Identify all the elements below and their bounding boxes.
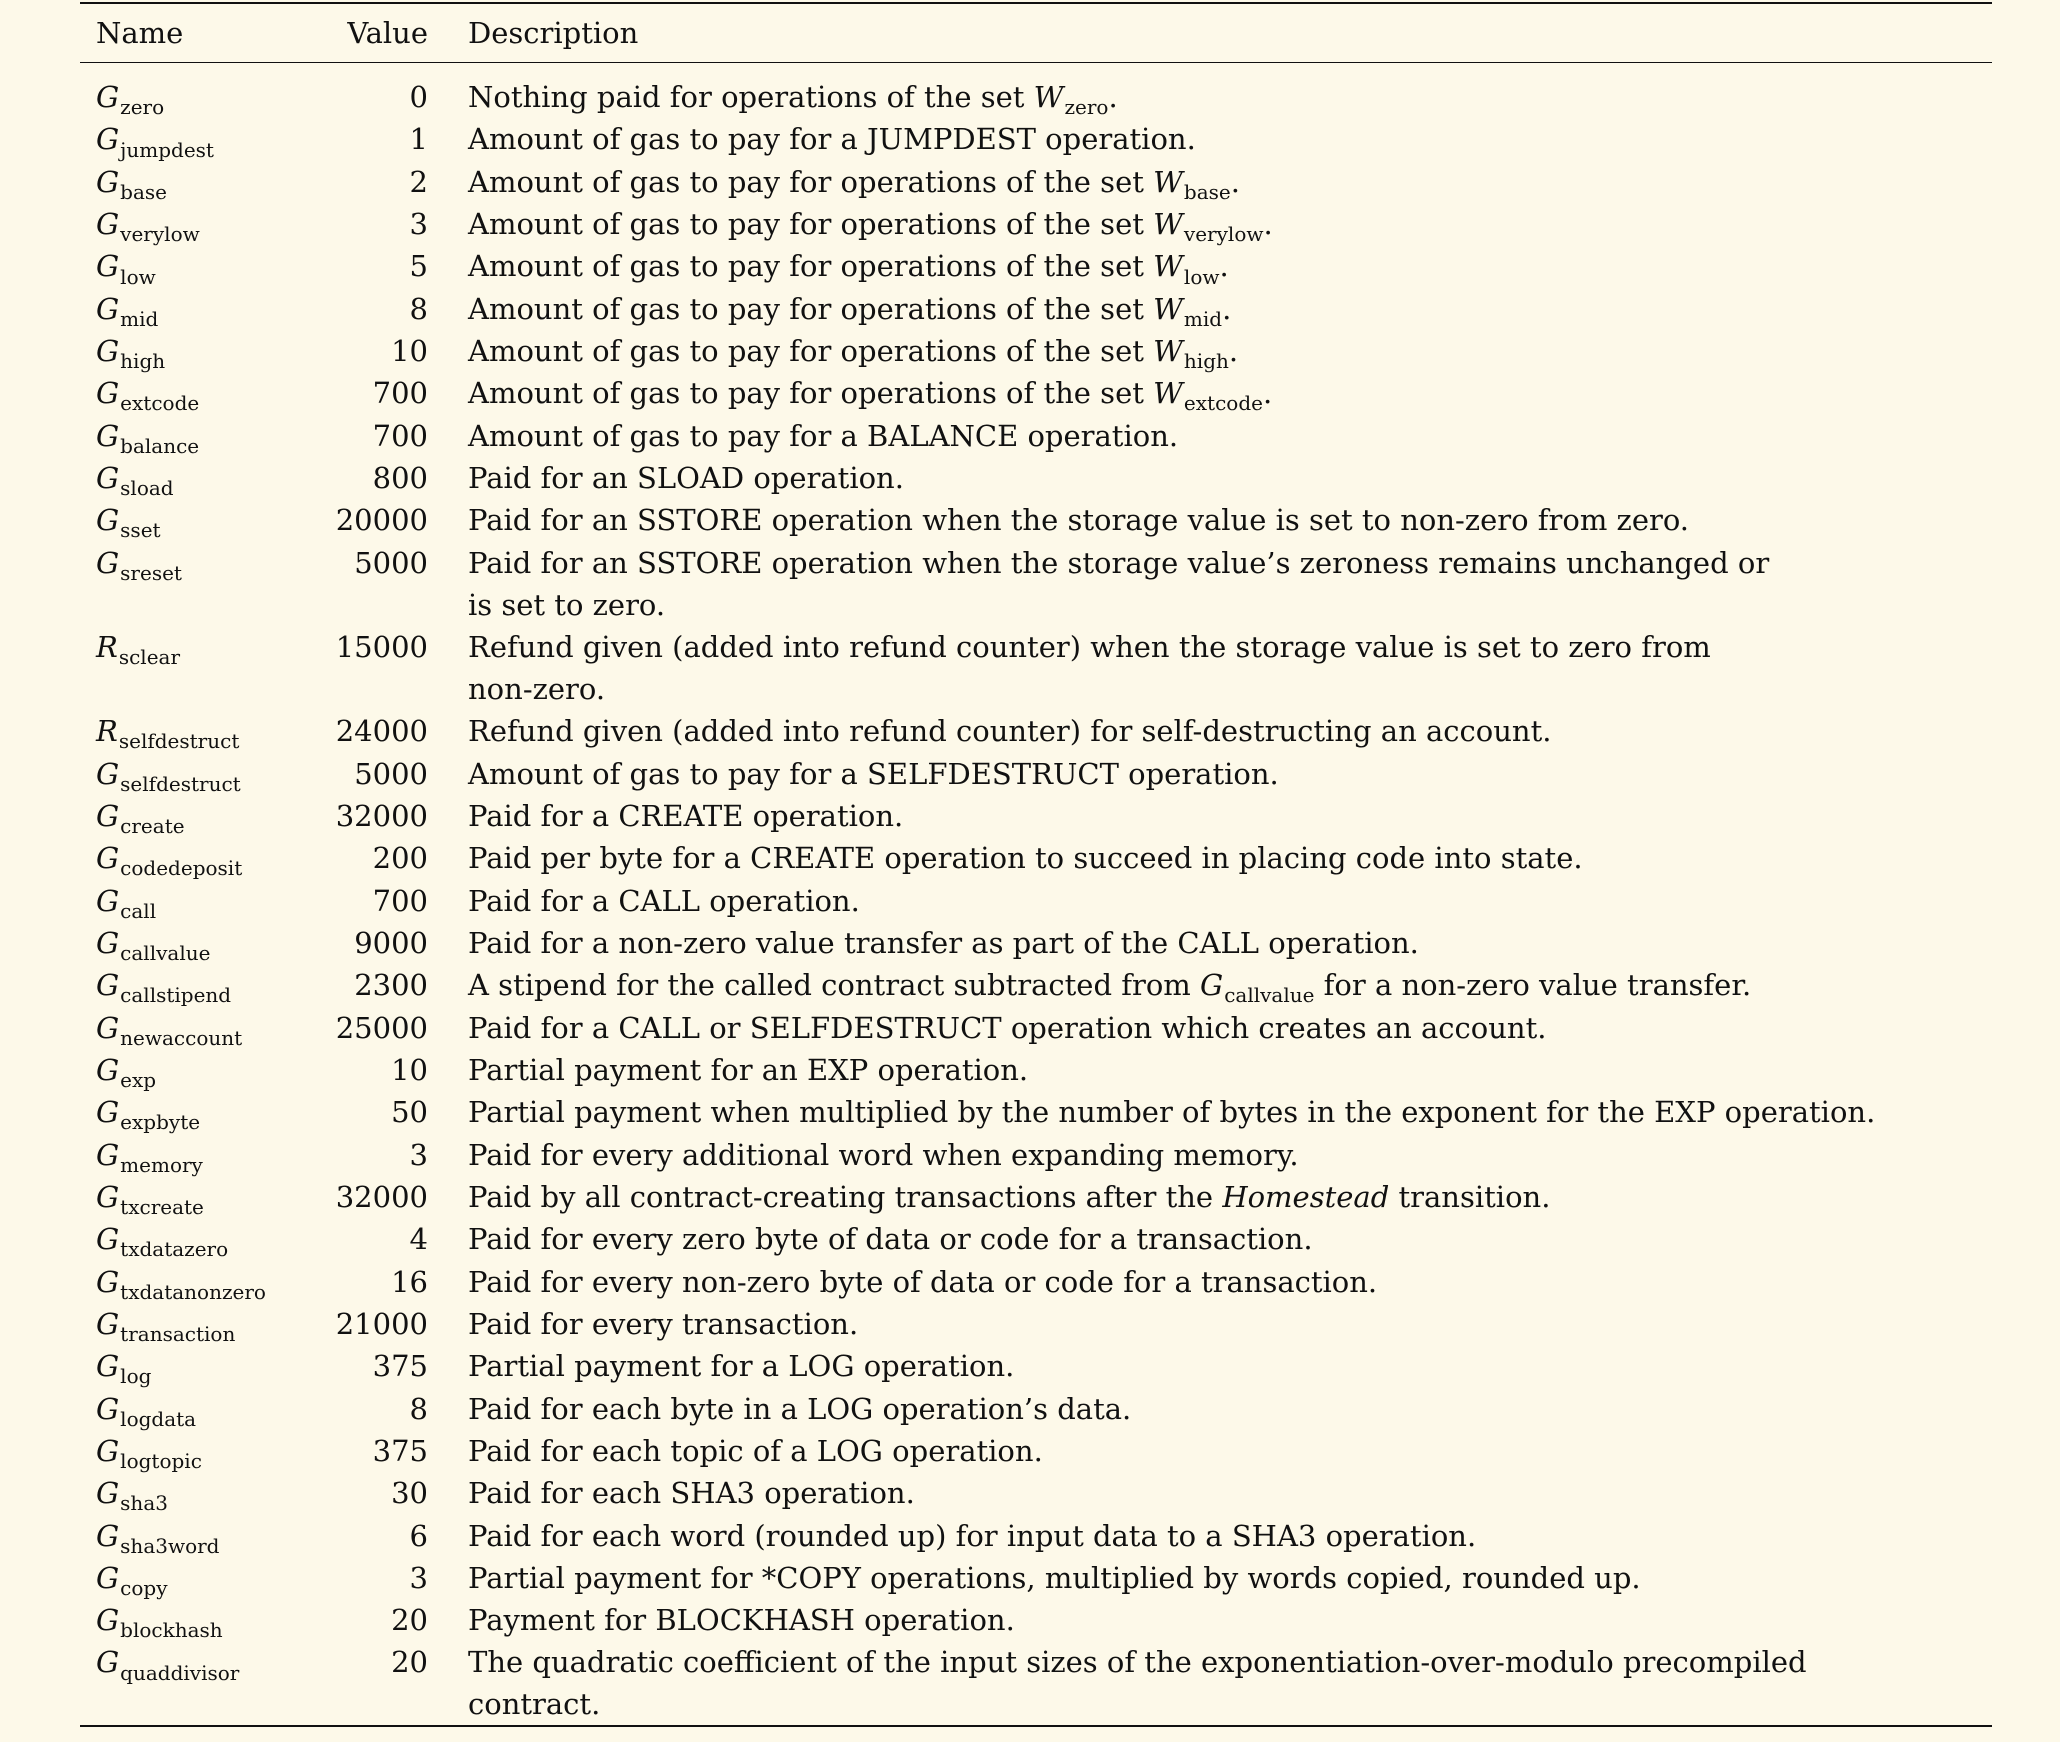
description-text: Amount of gas to pay for operations of the set (468, 333, 1154, 368)
parameter-symbol: G (96, 1306, 120, 1341)
description-line (468, 118, 1992, 160)
description-text: Paid for an SSTORE operation when the storage value’s zeroness remains unchanged or (468, 545, 1770, 580)
parameter-description (468, 626, 1992, 710)
parameter-value: 0 (409, 80, 428, 114)
header-description: Description (468, 16, 639, 50)
table-row (80, 161, 1992, 203)
parameter-description (468, 837, 1992, 879)
description-line (468, 795, 1992, 837)
description-text: Paid for every additional word when expanding memory. (468, 1137, 1299, 1172)
description-line (468, 1091, 1992, 1133)
parameter-value: 21000 (335, 1306, 428, 1341)
parameter-subscript: call (120, 898, 157, 923)
description-text: Amount of gas to pay for a JUMPDEST operation. (468, 122, 1196, 157)
parameter-description (468, 499, 1992, 541)
inline-math-symbol (1033, 80, 1109, 120)
description-line (468, 457, 1992, 499)
description-line (468, 1515, 1992, 1557)
table-row (80, 76, 1992, 118)
description-text: A stipend for the called contract subtracted from (468, 968, 1201, 1003)
description-line (468, 668, 1992, 710)
parameter-symbol: G (96, 1052, 120, 1087)
parameter-subscript: balance (120, 433, 200, 458)
description-text: . (1228, 333, 1239, 368)
parameter-description (468, 118, 1992, 160)
parameter-value: 5000 (354, 756, 428, 791)
parameter-description (468, 457, 1992, 499)
description-text: Amount of gas to pay for operations of the set (468, 164, 1154, 199)
parameter-symbol: G (96, 249, 120, 284)
parameter-symbol: G (96, 925, 120, 960)
description-text: Refund given (added into refund counter) for self-destructing an account. (468, 714, 1552, 749)
description-text: Payment for BLOCKHASH operation. (468, 1603, 1015, 1638)
parameter-description (468, 1599, 1992, 1641)
description-text: Paid by all contract-creating transactions after the (468, 1179, 1223, 1214)
parameter-subscript: quaddivisor (120, 1660, 240, 1685)
parameter-description (468, 1049, 1992, 1091)
parameter-subscript: codedeposit (120, 856, 243, 881)
description-line (468, 1557, 1992, 1599)
parameter-subscript: verylow (120, 222, 200, 247)
description-line (468, 837, 1992, 879)
description-line (468, 1007, 1992, 1049)
math-subscript: high (1183, 349, 1229, 374)
description-text: for a non-zero value transfer. (1314, 968, 1752, 1003)
parameter-symbol: G (96, 122, 120, 157)
parameter-symbol: G (96, 798, 120, 833)
parameter-symbol: G (96, 883, 120, 918)
description-text: non-zero. (468, 671, 606, 706)
parameter-subscript: logdata (120, 1406, 197, 1431)
table-body (80, 76, 1992, 1726)
description-text: Amount of gas to pay for operations of the set (468, 249, 1154, 284)
table-row (80, 1515, 1992, 1557)
parameter-symbol: G (96, 1137, 120, 1172)
parameter-subscript: txcreate (120, 1195, 204, 1220)
description-line (468, 710, 1992, 752)
parameter-description (468, 1134, 1992, 1176)
parameter-description (468, 1218, 1992, 1260)
parameter-symbol: G (96, 1264, 120, 1299)
table-row (80, 1472, 1992, 1514)
inline-math-symbol (1200, 968, 1315, 1008)
table-bottom-rule (80, 1725, 1992, 1727)
description-text: transition. (1389, 1179, 1551, 1214)
parameter-description (468, 1388, 1992, 1430)
parameter-description (468, 795, 1992, 837)
description-text: Paid per byte for a CREATE operation to succeed in placing code into state. (468, 841, 1583, 876)
parameter-value: 6 (409, 1518, 428, 1553)
parameter-name (96, 1641, 239, 1693)
parameter-description (468, 1345, 1992, 1387)
header-name: Name (96, 16, 184, 50)
parameter-subscript: txdatazero (120, 1237, 229, 1262)
parameter-value: 20000 (335, 503, 428, 538)
description-line (468, 1303, 1992, 1345)
parameter-value: 8 (409, 291, 428, 326)
description-text: Partial payment for an EXP operation. (468, 1052, 1029, 1087)
table-row (80, 457, 1992, 499)
parameter-description (468, 1091, 1992, 1133)
parameter-value: 2300 (354, 968, 428, 1003)
table-row (80, 1007, 1992, 1049)
parameter-description (468, 1303, 1992, 1345)
parameter-value: 700 (372, 418, 428, 453)
parameter-subscript: exp (120, 1068, 157, 1093)
parameter-value: 50 (391, 1095, 428, 1130)
parameter-symbol: G (96, 376, 120, 411)
description-text: contract. (468, 1687, 601, 1722)
parameter-value: 9000 (354, 925, 428, 960)
description-text: . (1262, 376, 1273, 411)
parameter-subscript: create (120, 814, 185, 839)
parameter-subscript: sload (120, 476, 174, 501)
description-text: Amount of gas to pay for operations of the set (468, 206, 1154, 241)
math-symbol: W (1153, 376, 1183, 411)
parameter-subscript: newaccount (120, 1025, 243, 1050)
parameter-description (468, 1007, 1992, 1049)
table-row (80, 753, 1992, 795)
math-subscript: extcode (1183, 391, 1263, 416)
table-header-rule (80, 62, 1992, 63)
description-line (468, 1430, 1992, 1472)
math-subscript: low (1183, 264, 1220, 289)
parameter-symbol: G (96, 1645, 120, 1680)
table-row (80, 330, 1992, 372)
parameter-value: 30 (391, 1476, 428, 1511)
parameter-symbol: G (96, 1095, 120, 1130)
parameter-value: 2 (409, 164, 428, 199)
parameter-symbol: R (96, 714, 118, 749)
description-line (468, 1599, 1992, 1641)
description-line (468, 1388, 1992, 1430)
table-row (80, 795, 1992, 837)
parameter-value: 200 (372, 841, 428, 876)
description-line (468, 1261, 1992, 1303)
parameter-symbol: G (96, 1476, 120, 1511)
description-text: Paid for an SSTORE operation when the storage value is set to non-zero from zero. (468, 503, 1690, 538)
description-text: . (1219, 249, 1229, 284)
parameter-symbol: G (96, 418, 120, 453)
table-row (80, 1261, 1992, 1303)
parameter-name (96, 542, 182, 594)
parameter-subscript: expbyte (120, 1110, 201, 1135)
description-line (468, 1218, 1992, 1260)
table-row (80, 245, 1992, 287)
description-line (468, 584, 1992, 626)
header-value: Value (347, 16, 428, 50)
parameter-subscript: high (120, 349, 166, 374)
parameter-subscript: sreset (120, 560, 182, 585)
description-text: Paid for each SHA3 operation. (468, 1476, 915, 1511)
table-row (80, 542, 1992, 626)
inline-math-symbol (1153, 333, 1229, 374)
description-line (468, 1641, 1992, 1683)
parameter-value: 375 (372, 1349, 428, 1384)
parameter-symbol: G (96, 503, 120, 538)
parameter-subscript: copy (120, 1576, 168, 1601)
parameter-symbol: G (96, 1179, 120, 1214)
parameter-symbol: G (96, 545, 120, 580)
description-text: . (1222, 291, 1232, 326)
description-line (468, 753, 1992, 795)
table-row (80, 837, 1992, 879)
parameter-value: 10 (391, 333, 428, 368)
parameter-value: 1 (409, 122, 428, 157)
parameter-value: 700 (372, 376, 428, 411)
parameter-value: 3 (409, 1137, 428, 1172)
parameter-value: 800 (372, 460, 428, 495)
parameter-symbol: R (96, 629, 118, 664)
parameter-subscript: txdatanonzero (120, 1279, 266, 1304)
description-text: Partial payment when multiplied by the number of bytes in the exponent for the EXP operation. (468, 1095, 1876, 1130)
description-text: . (1108, 80, 1118, 114)
table-row (80, 118, 1992, 160)
table-row (80, 1641, 1992, 1725)
parameter-value: 20 (391, 1645, 428, 1680)
table-row (80, 1345, 1992, 1387)
description-text: Paid for every zero byte of data or code for a transaction. (468, 1222, 1313, 1257)
math-symbol: W (1153, 333, 1183, 368)
table-top-rule (80, 2, 1992, 4)
description-text: Amount of gas to pay for operations of the set (468, 376, 1154, 411)
parameter-symbol: G (96, 460, 120, 495)
parameter-subscript: callstipend (120, 983, 232, 1008)
description-text: . (1230, 164, 1240, 199)
description-text: Paid for an SLOAD operation. (468, 460, 904, 495)
math-symbol: W (1153, 249, 1183, 284)
parameter-symbol: G (96, 80, 120, 114)
parameter-description (468, 710, 1992, 752)
table-row (80, 372, 1992, 414)
description-line (468, 1472, 1992, 1514)
parameter-symbol: G (96, 1560, 120, 1595)
parameter-subscript: extcode (120, 391, 200, 416)
description-line (468, 1683, 1992, 1725)
parameter-value: 8 (409, 1391, 428, 1426)
description-text: Partial payment for a LOG operation. (468, 1349, 1015, 1384)
table-row (80, 1303, 1992, 1345)
parameter-subscript: low (120, 264, 156, 289)
description-text: Paid for each word (rounded up) for input data to a SHA3 operation. (468, 1518, 1477, 1553)
parameter-symbol: G (96, 1518, 120, 1553)
parameter-subscript: sha3 (120, 1491, 168, 1516)
description-text: Paid for each topic of a LOG operation. (468, 1433, 1043, 1468)
parameter-symbol: G (96, 1433, 120, 1468)
table-row (80, 1176, 1992, 1218)
description-line (468, 415, 1992, 457)
table-row (80, 1218, 1992, 1260)
parameter-value: 5000 (354, 545, 428, 580)
description-line (468, 542, 1992, 584)
table-row (80, 880, 1992, 922)
parameter-symbol: G (96, 1391, 120, 1426)
parameter-symbol: G (96, 164, 120, 199)
description-text: Paid for every transaction. (468, 1306, 859, 1341)
math-symbol: W (1153, 164, 1183, 199)
parameter-value: 32000 (335, 1179, 428, 1214)
math-subscript: base (1183, 179, 1231, 204)
parameter-subscript: sclear (118, 645, 181, 670)
parameter-subscript: selfdestruct (120, 771, 241, 796)
description-line (468, 1176, 1992, 1218)
parameter-description (468, 1176, 1992, 1218)
inline-math-symbol (1153, 206, 1264, 247)
parameter-description (468, 1557, 1992, 1599)
parameter-value: 16 (391, 1264, 428, 1299)
parameter-subscript: base (120, 179, 167, 204)
parameter-subscript: zero (120, 95, 165, 120)
parameter-symbol: G (96, 1603, 120, 1638)
table-row (80, 1134, 1992, 1176)
description-emphasis: Homestead (1222, 1179, 1390, 1214)
table-row (80, 1599, 1992, 1641)
description-text: Paid for a non-zero value transfer as part of the CALL operation. (468, 925, 1419, 960)
parameter-symbol: G (96, 1349, 120, 1384)
description-text: Amount of gas to pay for a BALANCE operation. (468, 418, 1179, 453)
parameter-description (468, 542, 1992, 626)
math-symbol: G (1200, 968, 1224, 1003)
description-line (468, 1134, 1992, 1176)
description-text: Paid for a CALL operation. (468, 883, 860, 918)
table-row (80, 203, 1992, 245)
description-line (468, 1049, 1992, 1091)
table-row (80, 1388, 1992, 1430)
table-row (80, 1557, 1992, 1599)
parameter-value: 15000 (335, 629, 428, 664)
inline-math-symbol (1153, 376, 1263, 416)
description-text: . (1263, 206, 1273, 241)
parameter-description (468, 1430, 1992, 1472)
parameter-value: 3 (409, 1560, 428, 1595)
parameter-subscript: jumpdest (120, 137, 214, 162)
inline-math-symbol (1153, 249, 1220, 289)
table-row (80, 499, 1992, 541)
math-subscript: mid (1183, 306, 1223, 331)
table-row (80, 626, 1992, 710)
description-text: Amount of gas to pay for a SELFDESTRUCT operation. (468, 756, 1279, 791)
parameter-value: 700 (372, 883, 428, 918)
description-line (468, 880, 1992, 922)
parameter-value: 32000 (335, 798, 428, 833)
description-line (468, 1345, 1992, 1387)
description-text: Paid for a CREATE operation. (468, 798, 904, 833)
parameter-description (468, 922, 1992, 964)
parameter-symbol: G (96, 841, 120, 876)
description-text: Paid for every non-zero byte of data or code for a transaction. (468, 1264, 1378, 1299)
parameter-name (96, 626, 180, 678)
table-row (80, 1049, 1992, 1091)
math-symbol: W (1033, 80, 1064, 114)
math-symbol: W (1153, 206, 1183, 241)
parameter-subscript: sha3word (120, 1533, 220, 1558)
parameter-value: 4 (409, 1222, 428, 1257)
parameter-symbol: G (96, 291, 120, 326)
description-text: Paid for a CALL or SELFDESTRUCT operation which creates an account. (468, 1010, 1547, 1045)
parameter-description (468, 1641, 1992, 1725)
description-line (468, 499, 1992, 541)
math-subscript: zero (1064, 95, 1109, 120)
math-symbol: W (1153, 291, 1183, 326)
parameter-value: 25000 (335, 1010, 428, 1045)
parameter-description (468, 753, 1992, 795)
inline-math-symbol (1153, 291, 1223, 331)
table-row (80, 922, 1992, 964)
parameter-symbol: G (96, 206, 120, 241)
table-row (80, 288, 1992, 330)
parameter-description (468, 1261, 1992, 1303)
inline-math-symbol (1153, 164, 1231, 204)
table-row (80, 1091, 1992, 1133)
table-row (80, 710, 1992, 752)
parameter-description (468, 880, 1992, 922)
parameter-value: 5 (409, 249, 428, 284)
parameter-subscript: mid (120, 306, 159, 331)
description-text: Refund given (added into refund counter) when the storage value is set to zero from (468, 629, 1711, 664)
parameter-symbol: G (96, 1010, 120, 1045)
parameter-subscript: selfdestruct (118, 729, 240, 754)
math-subscript: callvalue (1224, 983, 1315, 1008)
description-text: Amount of gas to pay for operations of the set (468, 291, 1154, 326)
parameter-symbol: G (96, 1222, 120, 1257)
description-text: Partial payment for *COPY operations, multiplied by words copied, rounded up. (468, 1560, 1641, 1595)
description-line (468, 626, 1992, 668)
parameter-symbol: G (96, 968, 120, 1003)
math-subscript: verylow (1183, 222, 1264, 247)
parameter-symbol: G (96, 756, 120, 791)
parameter-subscript: log (120, 1364, 152, 1389)
description-text: Paid for each byte in a LOG operation’s data. (468, 1391, 1132, 1426)
parameter-value: 375 (372, 1433, 428, 1468)
parameter-subscript: memory (120, 1152, 203, 1177)
parameter-subscript: logtopic (120, 1449, 202, 1474)
table-row (80, 1430, 1992, 1472)
description-line (468, 922, 1992, 964)
table-row (80, 415, 1992, 457)
parameter-subscript: sset (120, 518, 161, 543)
description-text: is set to zero. (468, 587, 666, 622)
parameter-subscript: blockhash (120, 1618, 223, 1643)
parameter-description (468, 1472, 1992, 1514)
description-text: The quadratic coefficient of the input sizes of the exponentiation-over-modulo precompiled (468, 1645, 1807, 1680)
parameter-value: 20 (391, 1603, 428, 1638)
parameter-description (468, 1515, 1992, 1557)
parameter-value: 24000 (335, 714, 428, 749)
description-text: Nothing paid for operations of the set (468, 80, 1034, 114)
parameter-value: 10 (391, 1052, 428, 1087)
parameter-description (468, 415, 1992, 457)
parameter-value: 3 (409, 206, 428, 241)
table-row (80, 964, 1992, 1006)
parameter-symbol: G (96, 333, 120, 368)
parameter-subscript: callvalue (120, 941, 211, 966)
parameter-subscript: transaction (120, 1322, 236, 1347)
